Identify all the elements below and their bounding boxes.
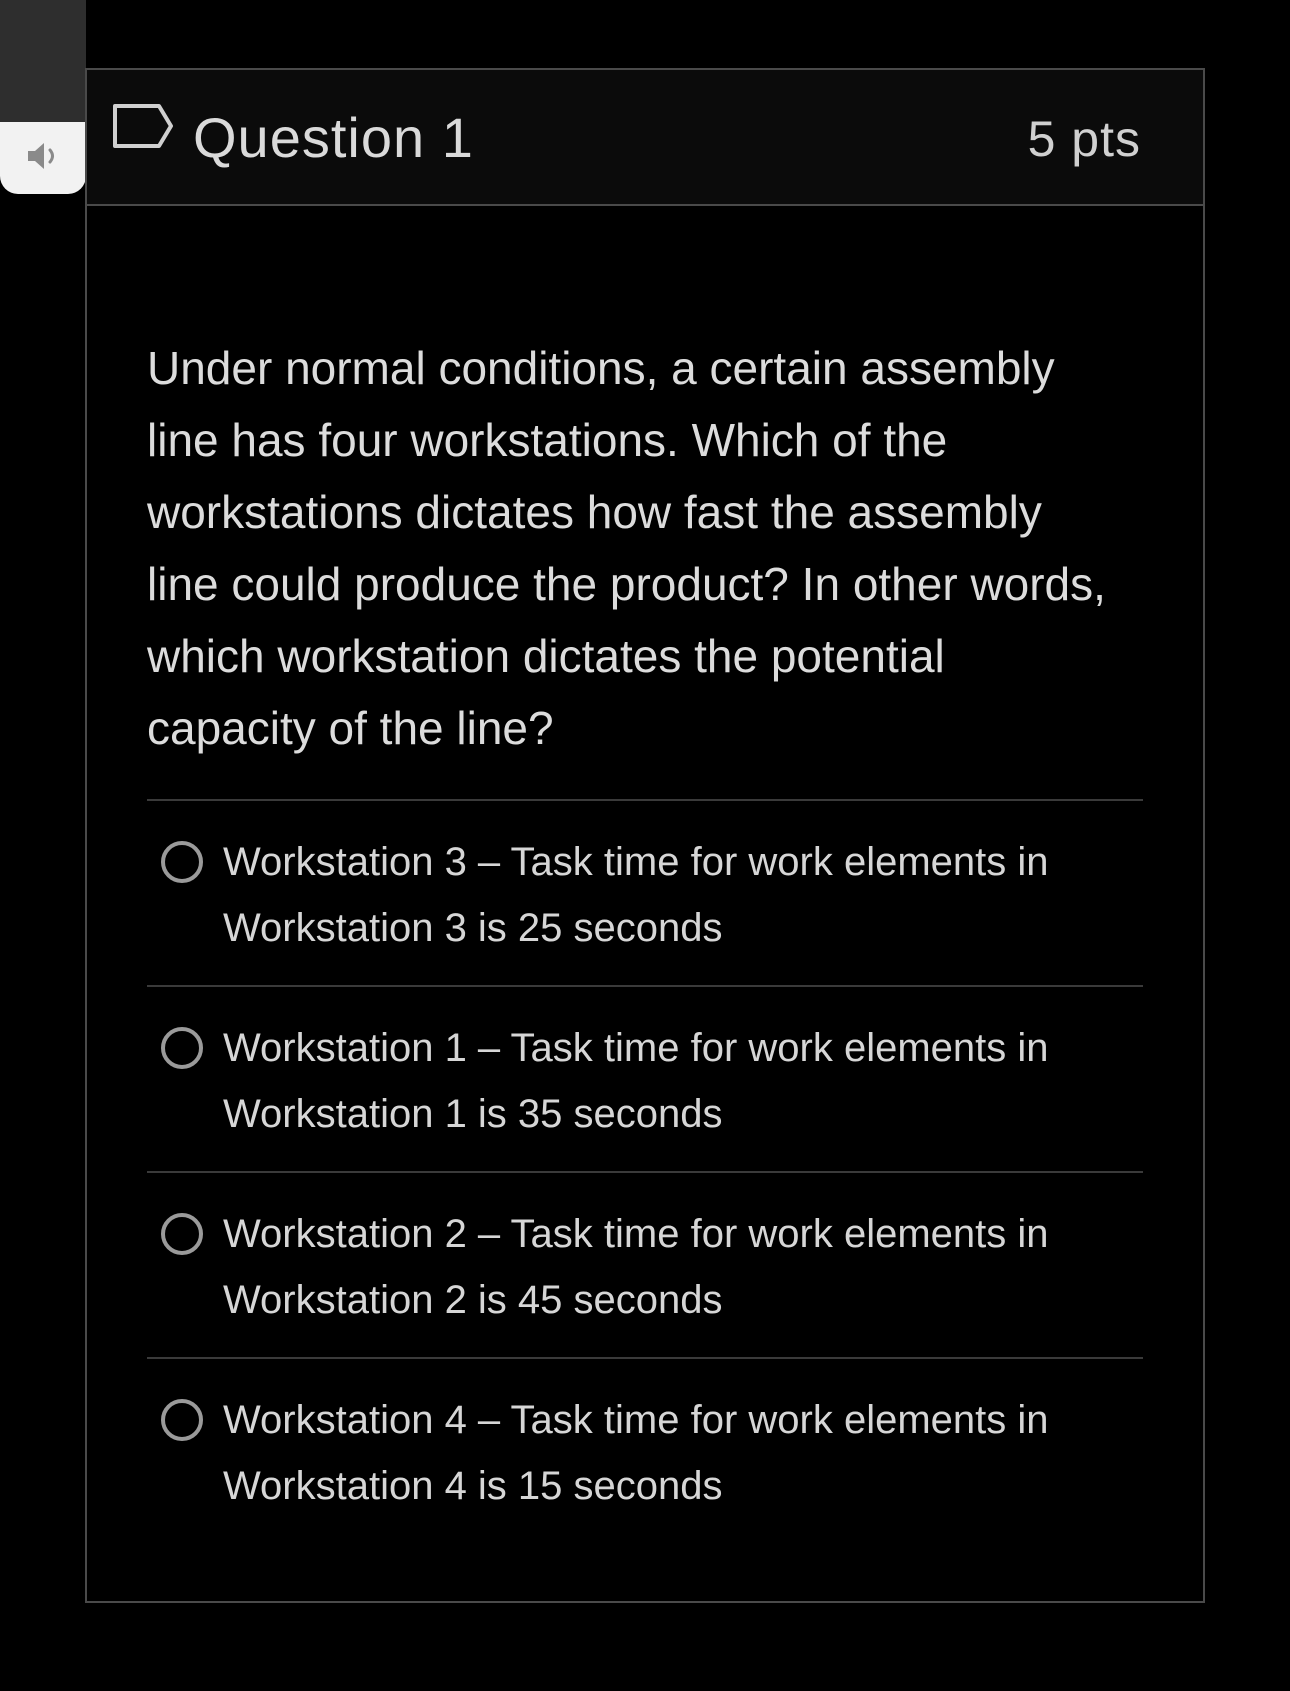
answer-label: Workstation 1 – Task time for work elements in Workstation 1 is 35 seconds: [223, 1026, 1049, 1136]
answer-label: Workstation 2 – Task time for work elements in Workstation 2 is 45 seconds: [223, 1212, 1049, 1322]
question-title: Question 1: [193, 106, 474, 169]
answer-option[interactable]: [147, 1171, 1143, 1357]
radio-button[interactable]: [161, 1027, 203, 1069]
answer-option[interactable]: [147, 985, 1143, 1171]
question-text: Under normal conditions, a certain assembly line has four workstations. Which of the workstations dictates how fast the assembly line could produce the product? In other words, which workstation dictates the potential capacity of the line?: [147, 342, 1106, 754]
side-tab-panel: [0, 0, 86, 122]
answer-label: Workstation 3 – Task time for work elements in Workstation 3 is 25 seconds: [223, 840, 1049, 950]
question-card: [85, 68, 1205, 1603]
answer-option[interactable]: [147, 799, 1143, 985]
flag-icon[interactable]: [111, 102, 175, 154]
answer-list: [147, 799, 1143, 1543]
radio-button[interactable]: [161, 1213, 203, 1255]
radio-button[interactable]: [161, 1399, 203, 1441]
question-header: [87, 70, 1203, 206]
read-aloud-button[interactable]: [0, 122, 86, 194]
question-points: 5 pts: [1027, 111, 1141, 167]
answer-option[interactable]: [147, 1357, 1143, 1543]
answer-label: Workstation 4 – Task time for work elements in Workstation 4 is 15 seconds: [223, 1398, 1049, 1508]
radio-button[interactable]: [161, 841, 203, 883]
speaker-icon: [25, 140, 61, 177]
